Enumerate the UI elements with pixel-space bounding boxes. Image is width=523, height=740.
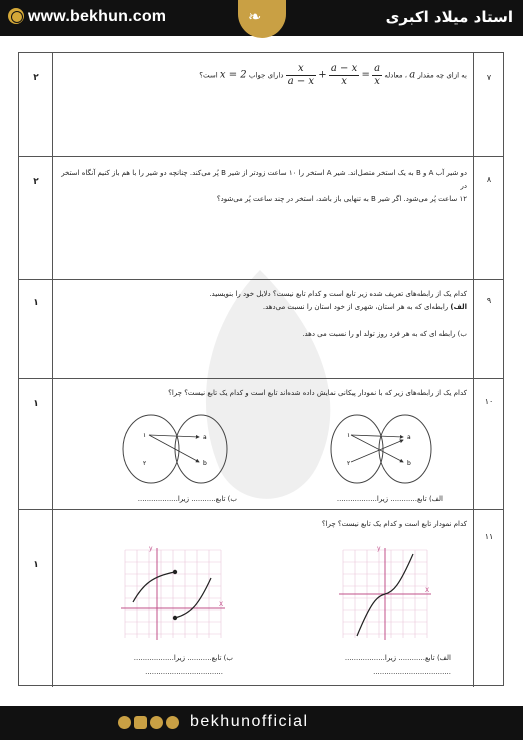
question-row-10 [19, 379, 503, 510]
range-element: a [407, 434, 411, 441]
question-text [53, 288, 467, 341]
number-cell [473, 53, 503, 156]
footer-bar [0, 706, 523, 740]
teacher-name: استاد میلاد اکبری [385, 8, 513, 26]
question-text [67, 63, 467, 88]
mapping-arrow [351, 440, 403, 462]
question-number: ۷ [486, 73, 492, 82]
score-cell [19, 280, 53, 378]
question-line: دو شیر آب A و B به یک استخر متصل‌اند. شیر A استخر را ۱۰ ساعت زودتر از شیر B پُر می‌کند. چنانچه دو شیر را با هم باز کنیم آنگاه استخر در [61, 169, 467, 190]
domain-element: ۲ [143, 460, 147, 467]
question-row-8 [19, 157, 503, 280]
part-a-label: الف) [450, 303, 467, 311]
variable-a: a [409, 69, 416, 81]
question-text-part: ، معادله [384, 71, 408, 80]
mapping-arrow [351, 435, 403, 437]
domain-element: ۱ [143, 432, 147, 439]
equation: $\frac{x}{a - x}$ + $\frac{a - x}{x}$ = $\frac{a}{x}$ [287, 63, 381, 87]
site-url: www.bekhun.com [28, 8, 167, 25]
question-number: ۸ [486, 175, 492, 184]
fraction-rhs: $\frac{a}{x}$ [374, 63, 381, 87]
graph-grid [125, 550, 224, 638]
range-element: a [203, 434, 207, 441]
header-bar [0, 0, 523, 36]
answer-dots-a: ................................... [373, 668, 451, 676]
brand-logo: ❧ [238, 0, 286, 38]
mapping-arrow [351, 435, 403, 462]
question-text-part: دارای جواب [248, 71, 284, 80]
domain-set [123, 415, 179, 483]
domain-set [331, 415, 383, 483]
question-number: ۹ [486, 296, 492, 305]
question-row-11 [19, 510, 503, 687]
website-icon[interactable] [166, 716, 179, 729]
y-axis-label: y [149, 545, 153, 552]
domain-element: ۱ [347, 432, 351, 439]
answer-label-b: ب) تابع........... زیرا.................. [133, 654, 233, 662]
question-intro: کدام یک از رابطه‌های تعریف شده زیر تابع است و کدام تابع نیست؟ دلایل خود را بنویسید. [209, 290, 467, 298]
number-cell [473, 157, 503, 279]
answer-label-a: الف) تابع............ زیرا.................. [344, 654, 451, 662]
fraction-term-1: $\frac{x}{a - x}$ [287, 63, 315, 87]
score-cell [19, 53, 53, 156]
x-axis-label: X [425, 587, 430, 594]
instagram-icon[interactable] [118, 716, 131, 729]
function-graph-a [337, 542, 433, 646]
telegram-icon[interactable] [150, 716, 163, 729]
question-text-part: است؟ [199, 71, 218, 80]
question-score: ۲ [33, 177, 39, 187]
part-a-text: رابطه‌ای که به هر استان، شهری از خود استان را نسبت می‌دهد. [262, 303, 449, 311]
answer-label-a: الف) تابع............ زیرا.................. [336, 495, 443, 503]
answer-expression: x = 2 [219, 69, 247, 81]
range-element: b [203, 460, 207, 467]
mapping-arrow [149, 435, 199, 437]
range-element: b [407, 460, 411, 467]
range-set [175, 415, 227, 483]
globe-icon [8, 8, 24, 24]
arrow-diagram-a [319, 409, 439, 491]
fraction-term-2: $\frac{a - x}{x}$ [330, 63, 358, 87]
site-link[interactable] [8, 8, 166, 26]
answer-label-b: ب) تابع........... زیرا.................. [137, 495, 237, 503]
question-score: ۱ [33, 560, 39, 570]
number-cell [473, 379, 503, 509]
mapping-arrow [149, 435, 199, 462]
question-row-7 [19, 53, 503, 157]
range-set [379, 415, 431, 483]
youtube-icon[interactable] [134, 716, 147, 729]
question-score: ۱ [33, 399, 39, 409]
social-handle[interactable]: bekhunofficial [190, 713, 309, 730]
score-cell [19, 157, 53, 279]
score-cell [19, 510, 53, 687]
x-axis-label: X [219, 601, 224, 608]
question-row-9 [19, 280, 503, 379]
question-score: ۲ [33, 73, 39, 83]
question-table [18, 52, 504, 686]
question-score: ۱ [33, 298, 39, 308]
domain-element: ۲ [347, 460, 351, 467]
endpoint-dot [173, 616, 177, 620]
function-graph-b [119, 542, 227, 646]
y-axis-label: y [377, 545, 381, 552]
part-b-text: ب) رابطه ای که به هر فرد روز تولد او را نسبت می دهد. [302, 330, 467, 338]
question-intro: کدام نمودار تابع است و کدام یک تابع نیست؟ چرا؟ [321, 520, 467, 528]
number-cell [473, 280, 503, 378]
question-number: ۱۰ [484, 397, 494, 406]
question-intro: کدام یک از رابطه‌های زیر که با نمودار پیکانی نمایش داده شده‌اند تابع است و کدام یک تابع نیست؟ چرا؟ [168, 389, 467, 397]
question-number: ۱۱ [484, 532, 494, 541]
question-text [53, 167, 467, 206]
number-cell [473, 510, 503, 687]
answer-dots-b: ................................... [145, 668, 223, 676]
curve-left-piece [133, 572, 175, 602]
endpoint-dot [173, 570, 177, 574]
score-cell [19, 379, 53, 509]
question-line: ۱۲ ساعت پُر می‌شود. اگر شیر B به تنهایی باز باشد، استخر در چند ساعت پُر می‌شود؟ [216, 195, 467, 203]
arrow-diagram-b [115, 409, 235, 491]
question-text-part: به ازای چه مقدار [417, 71, 467, 80]
